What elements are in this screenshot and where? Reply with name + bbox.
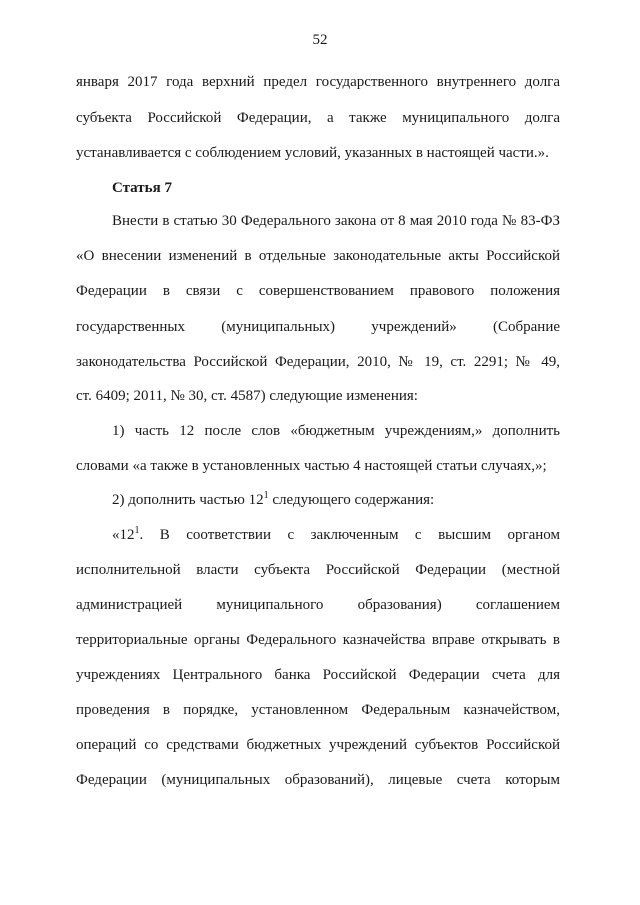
text-line: территориальные органы Федерального казначейства вправе открывать в <box>76 632 560 648</box>
text-line: законодательства Российской Федерации, 2010, № 19, ст. 2291; № 49, <box>76 354 560 370</box>
text-line: ст. 6409; 2011, № 30, ст. 4587) следующие изменения: <box>76 388 418 404</box>
text-line: 1) часть 12 после слов «бюджетным учреждениям,» дополнить <box>112 423 560 439</box>
text-line: исполнительной власти субъекта Российской Федерации (местной <box>76 562 560 578</box>
text-fragment: 2) дополнить частью 12 <box>112 492 264 508</box>
text-line: операций со средствами бюджетных учреждений субъектов Российской <box>76 737 560 753</box>
text-line: января 2017 года верхний предел государственного внутреннего долга <box>76 74 560 90</box>
text-line: устанавливается с соблюдением условий, указанных в настоящей части.». <box>76 145 549 161</box>
page-number: 52 <box>312 32 328 48</box>
text-line: «О внесении изменений в отдельные законодательные акты Российской <box>76 248 560 264</box>
text-line: Федерации (муниципальных образований), лицевые счета которым <box>76 772 560 788</box>
text-line: проведения в порядке, установленном Федеральным казначейством, <box>76 702 560 718</box>
text-line: субъекта Российской Федерации, а также муниципального долга <box>76 110 560 126</box>
text-line: словами «а также в установленных частью 4 настоящей статьи случаях,»; <box>76 458 547 474</box>
text-line: государственных (муниципальных) учреждений» (Собрание <box>76 319 560 335</box>
text-line: Внести в статью 30 Федерального закона от 8 мая 2010 года № 83-ФЗ <box>112 213 560 229</box>
text-line: администрацией муниципального образования) соглашением <box>76 597 560 613</box>
article-heading: Статья 7 <box>112 180 172 196</box>
text-line: учреждениях Центрального банка Российской Федерации счета для <box>76 667 560 683</box>
text-line <box>112 490 434 510</box>
superscript: 1 <box>134 525 140 536</box>
text-line <box>112 525 560 545</box>
text-fragment: следующего содержания: <box>268 492 435 508</box>
superscript: 1 <box>263 490 269 501</box>
text-fragment: . В соответствии с заключенным с высшим органом <box>139 527 560 543</box>
text-line: Федерации в связи с совершенствованием правового положения <box>76 283 560 299</box>
text-fragment: «12 <box>112 527 135 543</box>
